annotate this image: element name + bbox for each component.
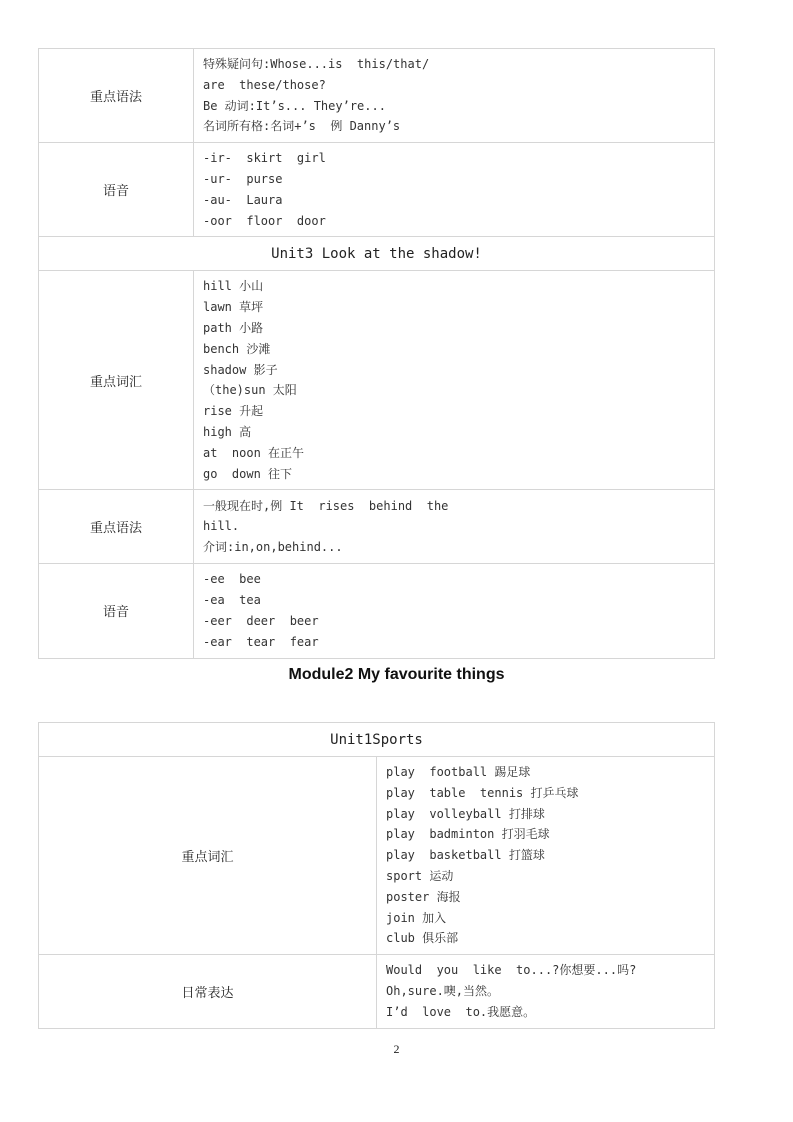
grammar-row bbox=[39, 490, 715, 564]
content-line: join 加入 bbox=[386, 910, 447, 925]
content-line: （the)sun 太阳 bbox=[203, 383, 297, 398]
content-line: hill 小山 bbox=[203, 279, 264, 294]
row-content bbox=[194, 490, 715, 564]
unit-header-row bbox=[39, 237, 715, 271]
unit-table-2 bbox=[38, 722, 715, 1029]
row-content bbox=[194, 49, 715, 143]
row-label: 重点语法 bbox=[39, 49, 194, 143]
unit-title: Unit1Sports bbox=[39, 723, 715, 757]
row-content bbox=[377, 757, 715, 955]
content-line: sport 运动 bbox=[386, 868, 454, 883]
phonics-row bbox=[39, 143, 715, 237]
vocab-row bbox=[39, 757, 715, 955]
row-content bbox=[194, 143, 715, 237]
row-label: 日常表达 bbox=[39, 955, 377, 1029]
row-content bbox=[194, 564, 715, 658]
grammar-row bbox=[39, 49, 715, 143]
content-line: shadow 影子 bbox=[203, 362, 278, 377]
content-line: Be 动词:It’s... They’re... bbox=[203, 98, 386, 113]
content-line: 特殊疑问句:Whose...is this/that/ bbox=[203, 57, 430, 71]
content-line: -eer deer beer bbox=[203, 613, 319, 628]
content-line: I’d love to.我愿意。 bbox=[386, 1005, 536, 1020]
row-label: 重点语法 bbox=[39, 490, 194, 564]
row-label: 重点词汇 bbox=[39, 271, 194, 490]
content-line: are these/those? bbox=[203, 77, 326, 92]
content-line: play volleyball 打排球 bbox=[386, 806, 545, 821]
vocab-row bbox=[39, 271, 715, 490]
content-line: club 俱乐部 bbox=[386, 931, 459, 946]
content-line: 名词所有格:名词+’s 例 Danny’s bbox=[203, 119, 401, 134]
content-line: play table tennis 打乒乓球 bbox=[386, 785, 579, 800]
content-line: -ear tear fear bbox=[203, 634, 319, 649]
content-line: -ur- purse bbox=[203, 171, 283, 186]
content-line: 一般现在时,例 It rises behind the bbox=[203, 498, 449, 513]
row-label: 语音 bbox=[39, 143, 194, 237]
content-line: at noon 在正午 bbox=[203, 445, 305, 460]
content-line: play basketball 打篮球 bbox=[386, 848, 545, 863]
content-line: Would you like to...?你想要...吗? bbox=[386, 963, 637, 978]
page-number: 2 bbox=[393, 1042, 400, 1056]
phonics-row bbox=[39, 564, 715, 658]
unit-header-row bbox=[39, 723, 715, 757]
content-line: lawn 草坪 bbox=[203, 300, 264, 315]
content-line: path 小路 bbox=[203, 320, 264, 335]
content-line: -oor floor door bbox=[203, 213, 326, 228]
content-line: -ee bee bbox=[203, 572, 261, 587]
content-line: rise 升起 bbox=[203, 404, 264, 419]
row-content bbox=[377, 955, 715, 1029]
content-line: -ir- skirt girl bbox=[203, 151, 326, 166]
module-title: Module2 My favourite things bbox=[288, 666, 505, 683]
row-label: 重点词汇 bbox=[39, 757, 377, 955]
row-label: 语音 bbox=[39, 564, 194, 658]
content-line: high 高 bbox=[203, 424, 252, 439]
row-content bbox=[194, 271, 715, 490]
content-line: -au- Laura bbox=[203, 192, 283, 207]
content-line: -ea tea bbox=[203, 593, 261, 608]
content-line: hill. bbox=[203, 519, 240, 534]
unit-table-1 bbox=[38, 48, 715, 659]
unit-title: Unit3 Look at the shadow! bbox=[39, 237, 715, 271]
content-line: poster 海报 bbox=[386, 889, 461, 904]
content-line: play badminton 打羽毛球 bbox=[386, 827, 550, 842]
content-line: Oh,sure.噢,当然。 bbox=[386, 984, 500, 999]
expression-row bbox=[39, 955, 715, 1029]
content-line: go down 往下 bbox=[203, 466, 293, 481]
content-line: 介词:in,on,behind... bbox=[203, 540, 343, 555]
content-line: bench 沙滩 bbox=[203, 341, 271, 356]
content-line: play football 踢足球 bbox=[386, 765, 531, 779]
